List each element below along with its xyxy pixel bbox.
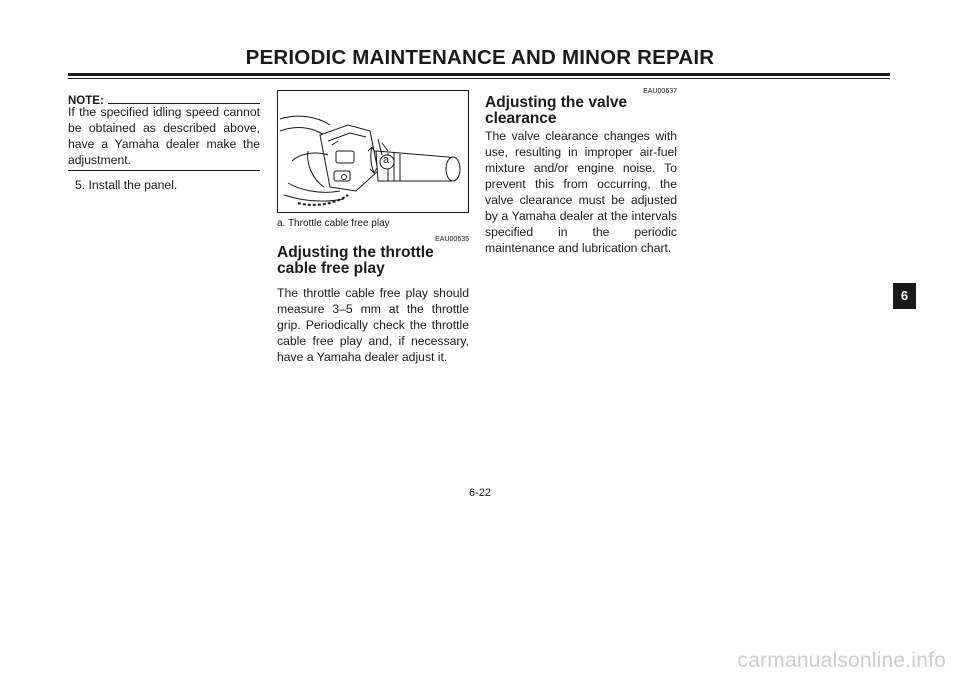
page-title: PERIODIC MAINTENANCE AND MINOR REPAIR [245, 46, 715, 69]
note-text: If the specified idling speed cannot be obtained as described above, have a Yamaha dealer make the adjustment. [68, 105, 260, 167]
page-number: 6-22 [468, 487, 492, 499]
header-rule-thick [68, 73, 890, 76]
section-body: The throttle cable free play should measure 3–5 mm at the throttle grip. Periodically check the throttle cable free play and, if necessary, have a Yamaha dealer adjust it. [277, 286, 469, 364]
section-body: The valve clearance changes with use, resulting in improper air-fuel mixture and/or engine noise. To prevent this from occurring, the valve clearance must be adjusted by a Yamaha dealer at the intervals specified in the periodic maintenance and lubrication chart. [485, 129, 677, 255]
note-label: NOTE: [68, 95, 104, 107]
figure-caption: a. Throttle cable free play [277, 218, 390, 229]
step-install-panel: 5. Install the panel. [75, 178, 178, 192]
note-end-rule [68, 170, 260, 171]
watermark: carmanualsonline.info [737, 649, 946, 672]
section-code: EAU00635 [435, 236, 469, 243]
throttle-grip-illustration [277, 90, 469, 213]
section-heading: Adjusting the valve clearance [485, 94, 628, 127]
section-heading: Adjusting the throttle cable free play [277, 244, 434, 277]
handlebar-drawing [278, 91, 468, 212]
chapter-tab: 6 [893, 283, 916, 309]
section-code: EAU00637 [643, 88, 677, 95]
header-rule-thin [68, 78, 890, 79]
figure-callout-a: a [383, 154, 390, 166]
